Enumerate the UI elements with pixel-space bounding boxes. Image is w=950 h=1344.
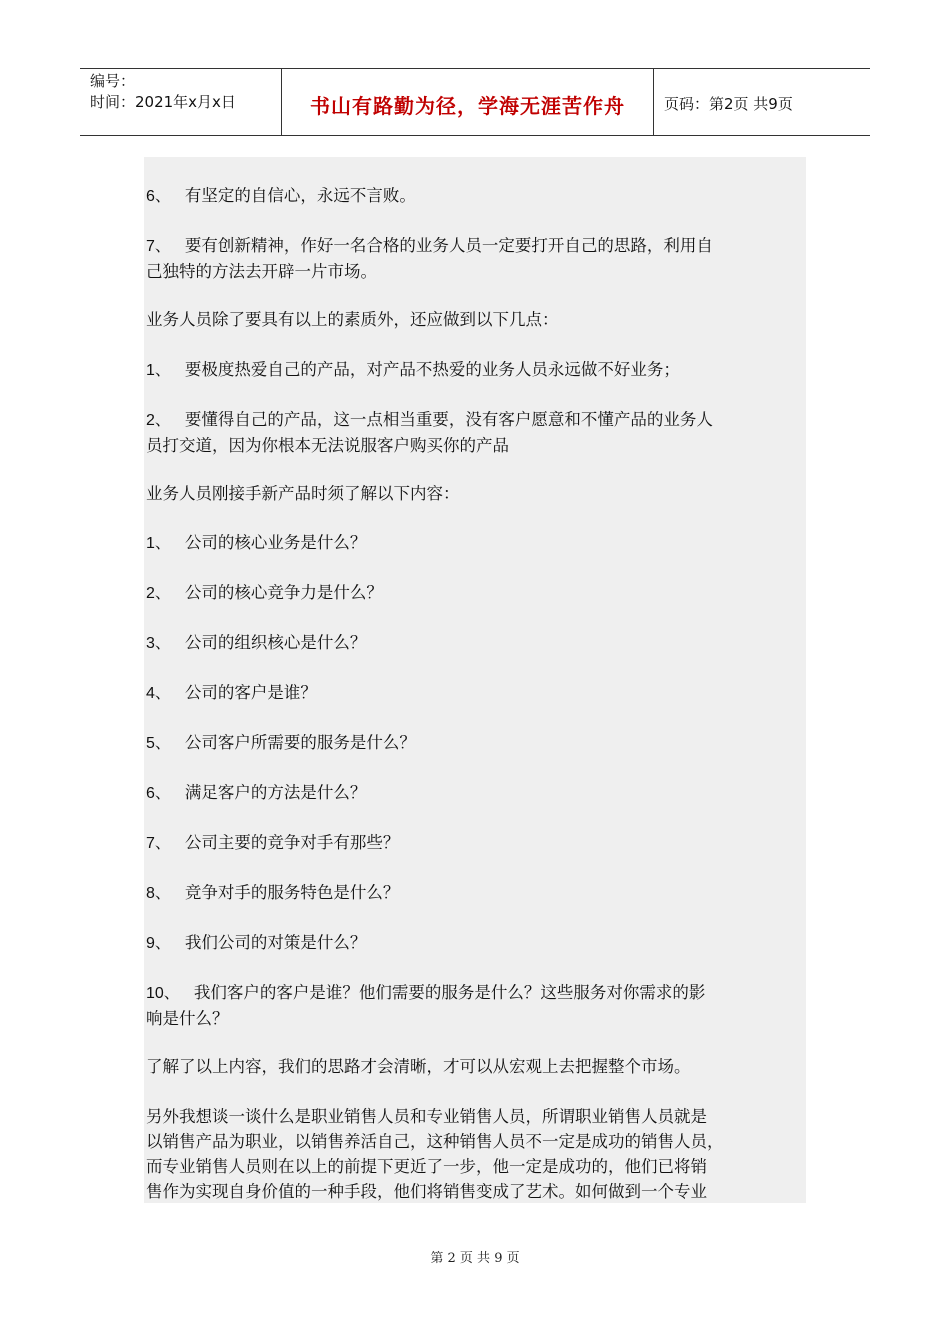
paragraph-line [146, 730, 802, 756]
paragraph-line [146, 530, 802, 556]
paragraph-line [146, 1154, 802, 1179]
paragraph [146, 481, 802, 506]
paragraph-line [146, 1054, 802, 1079]
header-page-info: 页码：第2页 共9页 [664, 94, 793, 113]
line-text: 我们公司的对策是什么？ [184, 933, 367, 952]
paragraph-line [146, 830, 802, 856]
paragraph [146, 730, 802, 756]
line-text: 公司的客户是谁？ [184, 683, 317, 702]
paragraph [146, 407, 802, 458]
paragraph [146, 183, 802, 209]
line-text: 另外我想谈一谈什么是职业销售人员和专业销售人员，所谓职业销售人员就是 [146, 1107, 707, 1126]
list-number: 4、 [146, 685, 171, 702]
line-text: 要有创新精神，作好一名合格的业务人员一定要打开自己的思路，利用自 [184, 236, 713, 255]
paragraph [146, 580, 802, 606]
paragraph [146, 980, 802, 1031]
list-number: 6、 [146, 188, 171, 205]
list-number: 7、 [146, 835, 171, 852]
line-text: 而专业销售人员则在以上的前提下更近了一步，他一定是成功的，他们已将销 [146, 1157, 707, 1176]
paragraph [146, 233, 802, 284]
document-body [144, 157, 806, 1203]
line-text: 我们客户的客户是谁？他们需要的服务是什么？这些服务对你需求的影 [193, 983, 706, 1002]
paragraph-line [146, 630, 802, 656]
header-motto: 书山有路勤为径，学海无涯苦作舟 [282, 69, 654, 135]
paragraph-line [146, 183, 802, 209]
paragraph-line [146, 259, 802, 284]
paragraph-line [146, 930, 802, 956]
header-meta [80, 69, 282, 135]
list-number: 3、 [146, 635, 171, 652]
paragraph-line [146, 481, 802, 506]
line-text: 业务人员刚接手新产品时须了解以下内容： [146, 484, 460, 503]
paragraph-line [146, 407, 802, 433]
list-number: 1、 [146, 535, 171, 552]
line-text: 公司主要的竞争对手有那些？ [184, 833, 400, 852]
line-text: 公司的组织核心是什么？ [184, 633, 367, 652]
line-text: 以销售产品为职业，以销售养活自己，这种销售人员不一定是成功的销售人员， [146, 1132, 724, 1151]
number-label: 编号： [90, 72, 136, 90]
line-text: 要懂得自己的产品，这一点相当重要，没有客户愿意和不懂产品的业务人 [184, 410, 713, 429]
line-text: 公司的核心业务是什么？ [184, 533, 367, 552]
paragraph-line [146, 580, 802, 606]
line-text: 要极度热爱自己的产品，对产品不热爱的业务人员永远做不好业务； [184, 360, 680, 379]
page-footer: 第 2 页 共 9 页 [430, 1251, 520, 1266]
paragraph-line [146, 980, 802, 1006]
line-text: 业务人员除了要具有以上的素质外，还应做到以下几点： [146, 310, 559, 329]
paragraph [146, 680, 802, 706]
paragraph [146, 930, 802, 956]
paragraph-line [146, 1006, 802, 1031]
line-text: 售作为实现自身价值的一种手段，他们将销售变成了艺术。如何做到一个专业 [146, 1182, 707, 1201]
paragraph [146, 307, 802, 332]
list-number: 9、 [146, 935, 171, 952]
line-text: 了解了以上内容，我们的思路才会清晰，才可以从宏观上去把握整个市场。 [146, 1057, 691, 1076]
page-header [80, 68, 870, 136]
line-text: 响是什么？ [146, 1009, 229, 1028]
paragraph [146, 1104, 802, 1203]
paragraph-line [146, 357, 802, 383]
list-number: 6、 [146, 785, 171, 802]
line-text: 公司客户所需要的服务是什么？ [184, 733, 416, 752]
line-text: 己独特的方法去开辟一片市场。 [146, 262, 377, 281]
line-text: 员打交道，因为你根本无法说服客户购买你的产品 [146, 436, 509, 455]
line-text: 竞争对手的服务特色是什么？ [184, 883, 400, 902]
paragraph [146, 780, 802, 806]
paragraph [146, 357, 802, 383]
list-number: 1、 [146, 362, 171, 379]
paragraph-line [146, 1104, 802, 1129]
paragraph [146, 1054, 802, 1079]
paragraph [146, 530, 802, 556]
list-number: 10、 [146, 985, 180, 1002]
paragraph [146, 830, 802, 856]
paragraph-line [146, 307, 802, 332]
paragraph-line [146, 233, 802, 259]
list-number: 5、 [146, 735, 171, 752]
time-label: 时间：2021年x月x日 [90, 93, 236, 111]
list-number: 2、 [146, 412, 171, 429]
paragraph-line [146, 680, 802, 706]
list-number: 8、 [146, 885, 171, 902]
list-number: 2、 [146, 585, 171, 602]
list-number: 7、 [146, 238, 171, 255]
line-text: 有坚定的自信心，永远不言败。 [184, 186, 416, 205]
paragraph-line [146, 880, 802, 906]
line-text: 满足客户的方法是什么？ [184, 783, 367, 802]
paragraph-line [146, 1179, 802, 1203]
paragraph-line [146, 433, 802, 458]
paragraph [146, 630, 802, 656]
paragraph-line [146, 1129, 802, 1154]
paragraph [146, 880, 802, 906]
line-text: 公司的核心竞争力是什么？ [184, 583, 383, 602]
paragraph-line [146, 780, 802, 806]
